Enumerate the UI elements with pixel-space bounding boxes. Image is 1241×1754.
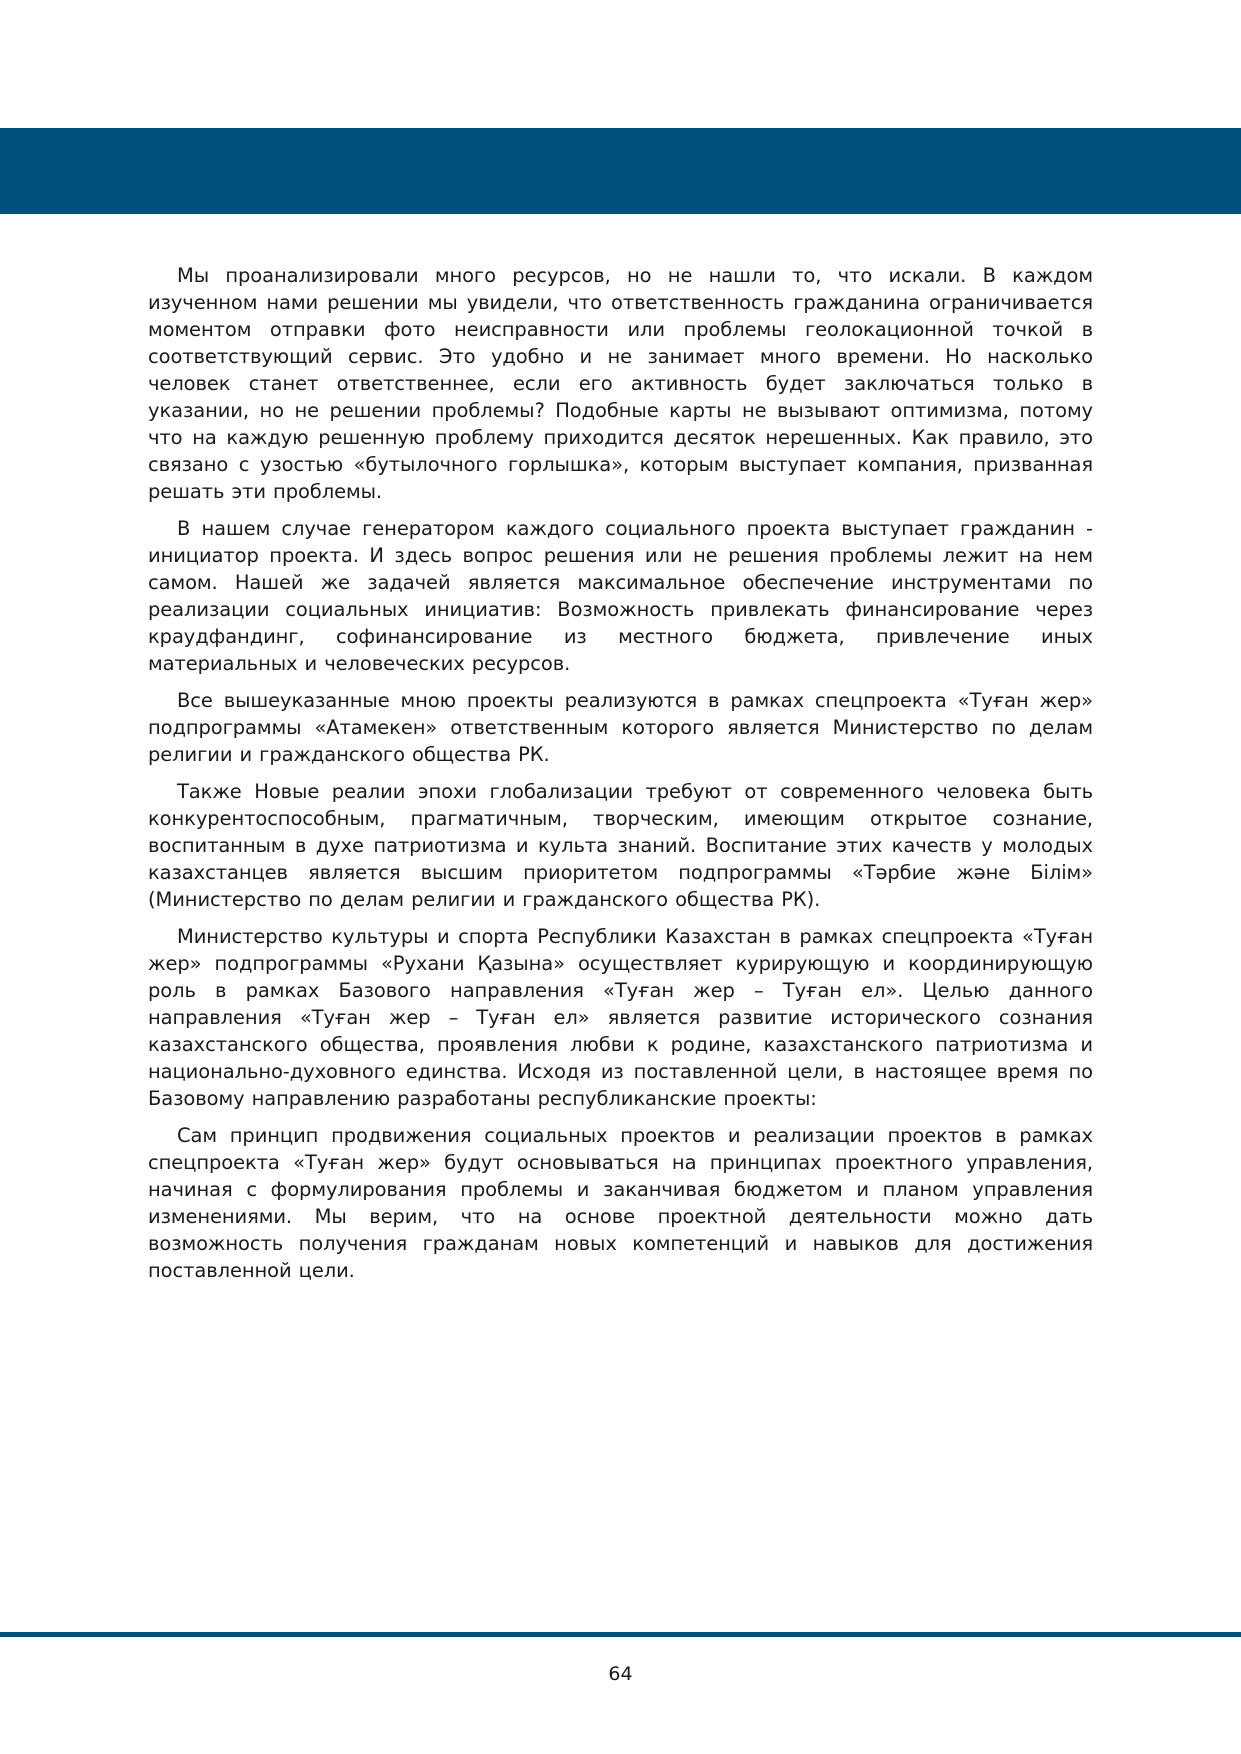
paragraph-2: В нашем случае генератором каждого социального проекта выступает гражданин - инициатор проекта. И здесь вопрос решения или не решения проблемы лежит на нем самом. Нашей же задачей является максимальное обеспечение инструментами по реализации социальных инициатив: Возможность привлекать финансирование через краудфандинг, софинансирование из местного бюджета, привлечение иных материальных и человеческих ресурсов.	[148, 517, 1093, 675]
paragraph-5: Министерство культуры и спорта Республики Казахстан в рамках спецпроекта «Туған жер» подпрограммы «Рухани Қазына» осуществляет курирующую и координирующую роль в рамках Базового направления «Туған жер – Туған ел». Целью данного направления «Туған жер – Туған ел» является развитие исторического сознания казахстанского общества, проявления любви к родине, казахстанского патриотизма и национально-духовного единства. Исходя из поставленной цели, в настоящее время по Базовому направлению разработаны республиканские проекты:	[148, 925, 1093, 1110]
paragraph-6: Сам принцип продвижения социальных проектов и реализации проектов в рамках спецпроекта «Туған жер» будут основываться на принципах проектного управления, начиная с формулирования проблемы и заканчивая бюджетом и планом управления изменениями. Мы верим, что на основе проектной деятельности можно дать возможность получения гражданам новых компетенций и навыков для достижения поставленной цели.	[148, 1124, 1093, 1282]
page-number: 64	[608, 1663, 633, 1685]
footer-rule	[0, 1632, 1241, 1637]
paragraph-3: Все вышеуказанные мною проекты реализуются в рамках спецпроекта «Туған жер» подпрограммы «Атамекен» ответственным которого является Министерство по делам религии и гражданского общества РК.	[148, 689, 1093, 766]
header-band	[0, 128, 1241, 214]
paragraph-4: Также Новые реалии эпохи глобализации требуют от современного человека быть конкурентоспособным, прагматичным, творческим, имеющим открытое сознание, воспитанным в духе патриотизма и культа знаний. Воспитание этих качеств у молодых казахстанцев является высшим приоритетом подпрограммы «Тәрбие және Білім» (Министерство по делам религии и гражданского общества РК).	[148, 780, 1093, 911]
body-text	[148, 262, 1093, 1294]
paragraph-1: Мы проанализировали много ресурсов, но не нашли то, что искали. В каждом изученном нами решении мы увидели, что ответственность гражданина ограничивается моментом отправки фото неисправности или проблемы геолокационной точкой в соответствующий сервис. Это удобно и не занимает много времени. Но насколько человек станет ответственнее, если его активность будет заключаться только в указании, но не решении проблемы? Подобные карты не вызывают оптимизма, потому что на каждую решенную проблему приходится десяток нерешенных. Как правило, это связано с узостью «бутылочного горлышка», которым выступает компания, призванная решать эти проблемы.	[148, 264, 1093, 503]
